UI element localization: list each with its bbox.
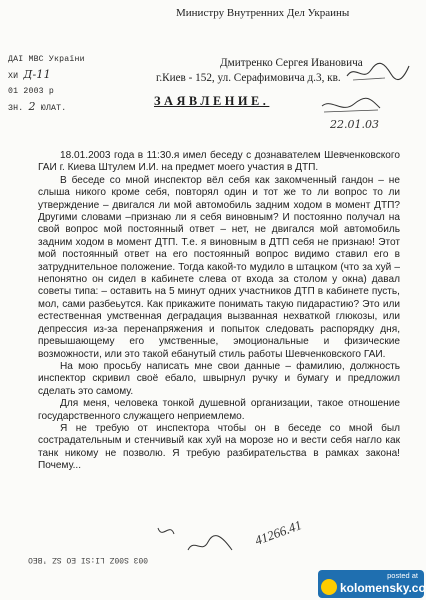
stamp-line-2: [8, 67, 120, 84]
stamp-prefix: ХИ: [8, 72, 19, 81]
handwritten-number: 41266.41: [252, 517, 304, 548]
registration-stamp: [8, 52, 120, 116]
paragraph: 18.01.2003 года в 11:30.я имел беседу с дознавателем Шевченковского ГАИ г. Киева Штулем И.И. на предмет моего участия в ДТП.: [38, 150, 400, 174]
addressee-line: Министру Внутренних Дел Украины: [176, 7, 350, 19]
stamp-suffix: ЮЛАТ.: [40, 104, 67, 113]
sender-address: г.Киев - 152, ул. Серафимовича д.3, кв.: [156, 72, 341, 84]
site-watermark: [318, 570, 436, 598]
paragraph: Я не требую от инспектора чтобы он в беседе со мной был сострадательным и стенчивый как хуй на морозе но и вести себя нагло как танк никому не позволю. Я требую разбирательства в рамках закона! Почему...: [38, 422, 400, 472]
stamp-line-3: 01 2003 р: [8, 87, 55, 96]
stamp-handwritten-sheets: 2: [28, 100, 36, 113]
paragraph: В беседе со мной инспектор вёл себя как закомченный гандон – не слыша никого кроме себя, повторял один и тот же то ли вопрос то ли утверждение – двигался ли мой автомобиль задним ходом в момент ДТП? Другими словами –признаю ли я себя виновным? И постоянно получал на свой вопрос мой постоянный ответ – нет, не двигался мой автомобиль задним ходом в момент ДТП. Т.е. я виновным в ДТП себя не признаю! Этот мой постоянный ответ на его постоянный вопрос видимо ставил его в затруднительное положение. Тогда какой-то мудило в штацком (что за хуй – непонятно он сидел в кабинете слева от входа за столом у окна) давал советы типа: – оставить на 5 минут одних участников ДТП в кабинете пусть, мол, сами разбеьутся. Как прикажите понимать такую пидарастию? Это или естественная умственная деградация вызванная нехваткой глюкозы, или депрессия из-за перенапряжения и попыток следовать распорядку дня, превышающему его умственные, эмоциональные и физические возможности, или это такой ебанутый стиль работы Шевченковского ГАИ.: [38, 174, 400, 360]
signature-scribble: [345, 60, 411, 84]
signature-and-date: [320, 96, 400, 136]
statement-body: [38, 150, 400, 473]
document-title: ЗАЯВЛЕНИЕ.: [154, 94, 270, 108]
stamp-line-4: [8, 99, 120, 116]
fax-header-code: 003 S00Z LI:SI EO SZ 'BEO: [28, 555, 149, 564]
watermark-site: kolomensky.com: [340, 581, 436, 595]
stamp-line-1: ДАІ МВС України: [8, 55, 85, 64]
stamp-prefix-2: ЗН.: [8, 104, 24, 113]
paragraph: Для меня, человека тонкой душевной организации, такое отношение государственного служащего неприемлемо.: [38, 398, 400, 422]
sender-name: Дмитренко Сергея Ивановича: [220, 57, 363, 69]
smiley-icon: [321, 579, 337, 595]
bottom-signature: [148, 520, 248, 560]
stamp-handwritten-number: Д-11: [23, 68, 51, 81]
watermark-posted: posted at: [387, 571, 418, 580]
handwritten-date: 22.01.03: [330, 118, 379, 131]
paragraph: На мою просьбу написать мне свои данные – фамилию, должность инспектор скривил своё ебало, швырнул ручку и бумагу и предложил сделать это самому.: [38, 360, 400, 397]
